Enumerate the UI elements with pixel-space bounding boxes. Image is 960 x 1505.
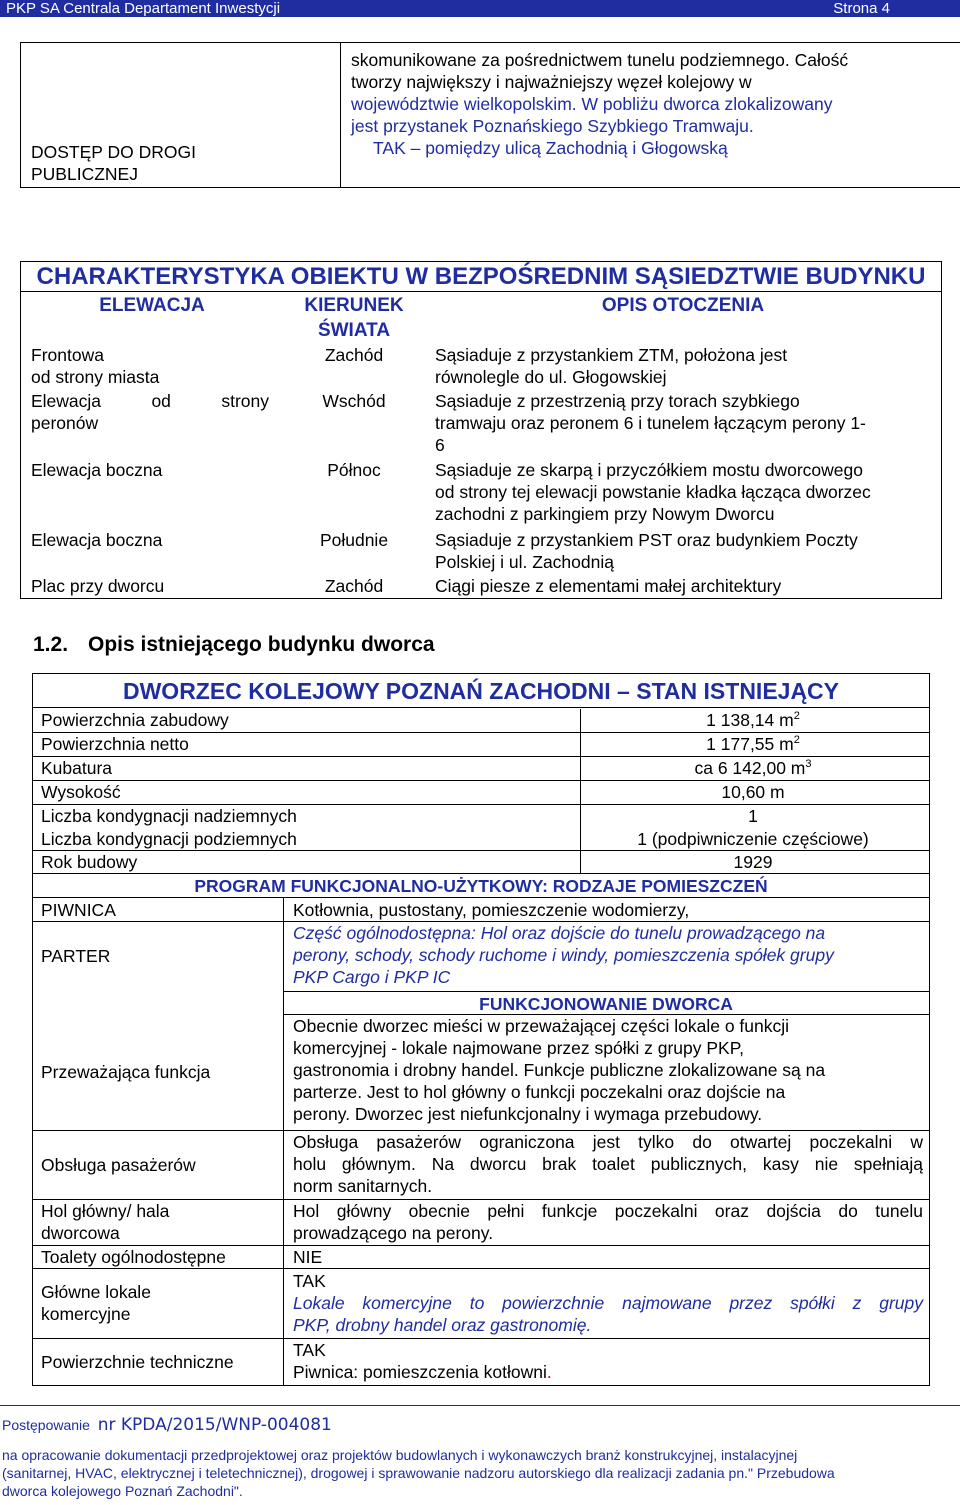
page-header <box>0 0 960 17</box>
page-footer <box>0 1405 960 1499</box>
access-label: DOSTĘP DO DROGI PUBLICZNEJ <box>31 142 196 184</box>
main-function-key: Przeważająca funkcja <box>41 1062 211 1082</box>
functioning-title: FUNKCJONOWANIE DWORCA <box>283 991 929 1015</box>
col-direction-header: KIERUNEK ŚWIATA <box>304 295 404 341</box>
main-function-value: Obecnie dworzec mieści w przeważającej części lokale o funkcji komercyjnej - lokale najmowane przez spółki z grupy PKP, gastronomia i drobny handel. Funkcje publiczne zlokalizowane są na parterze. Jest to hol główny o funkcji poczekalni oraz dojście na perony. Dworzec jest niefunkcjonalny i wymaga przebudowy. <box>293 1016 826 1124</box>
char-row-5-elevation: Plac przy dworcu <box>31 576 165 596</box>
year-row: Rok budowy 1929 <box>33 851 929 874</box>
col-surroundings-header: OPIS OTOCZENIA <box>601 295 765 316</box>
program-title: PROGRAM FUNKCJONALNO-UŻYTKOWY: RODZAJE POMIESZCZEŃ <box>33 874 929 898</box>
building-title: DWORZEC KOLEJOWY POZNAŃ ZACHODNI – STAN ISTNIEJĄCY <box>33 674 929 708</box>
characteristics-table <box>20 261 942 599</box>
divider <box>580 709 581 874</box>
char-row-2-elevation: Elewacja od strony peronów <box>31 391 269 433</box>
access-value-cell <box>351 49 941 159</box>
service-key: Obsługa pasażerów <box>41 1155 196 1175</box>
param-row: Wysokość 10,60 m <box>33 781 929 805</box>
char-row-1-elevation: Frontowa od strony miasta <box>31 345 160 387</box>
param-row: Kubatura ca 6 142,00 $m^3$ <box>33 757 929 781</box>
char-row-3-direction: Północ <box>327 460 381 480</box>
param-row: Powierzchnia zabudowy 1 138,14 $m^2$ <box>33 709 929 733</box>
char-row-1-description: Sąsiaduje z przystankiem ZTM, położona jest równolegle do ul. Głogowskiej <box>435 345 788 387</box>
building-table <box>32 673 930 1386</box>
access-label-cell <box>21 43 341 187</box>
header-org: PKP SA Centrala Departament Inwestycji <box>6 0 281 17</box>
hall-value: Hol główny obecnie pełni funkcje poczekalni oraz dojścia do tunelu prowadzącego na perony. <box>293 1201 923 1243</box>
divider <box>283 898 284 1385</box>
char-row-3-elevation: Elewacja boczna <box>31 460 163 480</box>
hall-key: Hol główny/ hala dworcowa <box>41 1201 170 1243</box>
ground-value: Część ogólnodostępna: Hol oraz dojście do tunelu prowadzącego na perony, schody, schody ruchome i windy, pomieszczenia spółek grupy PKP Cargo i PKP IC <box>293 923 834 987</box>
header-page-number: Strona 4 <box>833 0 890 17</box>
toilets-key: Toalety ogólnodostępne <box>41 1247 226 1267</box>
char-row-3-description: Sąsiaduje ze skarpą i przyczółkiem mostu dworcowego od strony tej elewacji powstanie kładka łącząca dworzec zachodni z parkingiem przy Nowym Dworcu <box>435 460 871 524</box>
floors-row: Liczba kondygnacji nadziemnych Liczba kondygnacji podziemnych 1 1 (podpiwniczenie częściowe) <box>33 805 929 851</box>
commercial-key: Główne lokale komercyjne <box>41 1282 151 1324</box>
section-title: Opis istniejącego budynku dworca <box>88 633 435 656</box>
access-continuation: skomunikowane za pośrednictwem tunelu podziemnego. Całość tworzy największy i najważniejszy węzeł kolejowy w województwie wielkopolskim. W pobliżu dworca zlokalizowany jest przystanek Poznańskiego Szybkiego Tramwaju. <box>351 50 849 136</box>
commercial-value: TAK Lokale komercyjne to powierzchnie najmowane przez spółki z grupy PKP, drobny handel oraz gastronomię. <box>293 1271 923 1335</box>
char-row-2-description: Sąsiaduje z przestrzenią przy torach szybkiego tramwaju oraz peronem 6 i tunelem łączącym perony 1- 6 <box>435 391 866 455</box>
param-row: Powierzchnia netto 1 177,55 $m^2$ <box>33 733 929 757</box>
divider <box>33 1268 929 1269</box>
char-row-2-direction: Wschód <box>322 391 386 411</box>
procedure-description: na opracowanie dokumentacji przedprojektowej oraz projektów budowlanych i wykonawczych branż konstrukcyjnej, instalacyjnej (sanitarnej, HVAC, elektrycznej i teletechnicznej), drogowej i sprawowanie nadzoru autorskiego dla realizacji zadania pn." Przebudowa dworca kolejowego Poznań Zachodni". <box>2 1447 835 1499</box>
toilets-value: NIE <box>293 1247 323 1267</box>
ground-key: PARTER <box>41 946 111 966</box>
technical-key: Powierzchnie techniczne <box>41 1352 234 1372</box>
char-row-4-direction: Południe <box>319 530 389 550</box>
access-table <box>20 42 960 188</box>
char-row-1-direction: Zachód <box>324 345 384 365</box>
procedure-number: Postępowanie nr KPDA/2015/WNP-004081 <box>2 1415 332 1435</box>
section-number: 1.2. <box>33 633 69 656</box>
technical-value: TAK Piwnica: pomieszczenia kotłowni. <box>293 1340 552 1382</box>
service-value: Obsługa pasażerów ograniczona jest tylko do otwartej poczekalni w holu głównym. Na dworcu brak toalet publicznych, kasy nie spełniają norm sanitarnych. <box>293 1132 923 1196</box>
basement-key: PIWNICA <box>41 900 116 920</box>
access-value: TAK – pomiędzy ulicą Zachodnią i Głogowską <box>373 138 728 158</box>
section-heading <box>33 632 435 658</box>
char-row-4-description: Sąsiaduje z przystankiem PST oraz budynkiem Poczty Polskiej i ul. Zachodnią <box>435 530 858 572</box>
char-row-5-direction: Zachód <box>324 576 384 596</box>
characteristics-title: CHARAKTERYSTYKA OBIEKTU W BEZPOŚREDNIM SĄSIEDZTWIE BUDYNKU <box>21 262 941 292</box>
col-elevation-header: ELEWACJA <box>99 295 205 316</box>
basement-value: Kotłownia, pustostany, pomieszczenie wodomierzy, <box>293 900 690 920</box>
char-row-4-elevation: Elewacja boczna <box>31 530 163 550</box>
char-row-5-description: Ciągi piesze z elementami małej architektury <box>435 576 782 596</box>
